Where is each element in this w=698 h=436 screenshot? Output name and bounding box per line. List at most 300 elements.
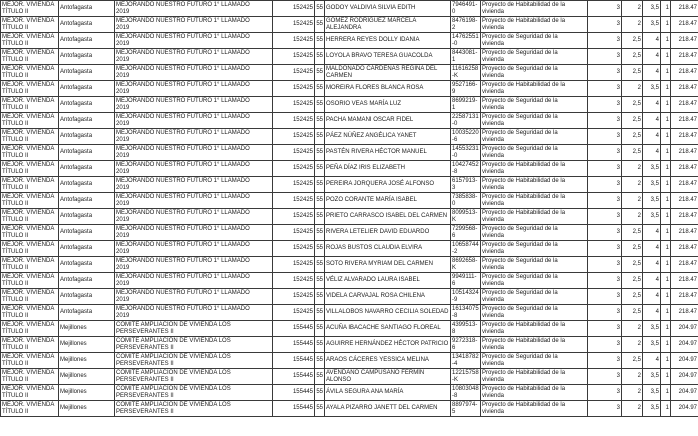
cell-score-2: 2 bbox=[622, 385, 643, 401]
cell-score-2: 2 bbox=[622, 321, 643, 337]
cell-score-2: 2,5 bbox=[622, 273, 643, 289]
cell-applicant-name: AVENDAÑO CAMPUSANO FERMÍN ALONSO bbox=[325, 369, 451, 385]
cell-total: 218.47 bbox=[671, 33, 698, 49]
cell-commune: Antofagasta bbox=[59, 145, 115, 161]
cell-rut: 8443081- 1 bbox=[451, 49, 481, 65]
cell-score-2: 2 bbox=[622, 17, 643, 33]
cell-number: 55 bbox=[315, 177, 325, 193]
cell-rut: 9272318- 6 bbox=[451, 337, 481, 353]
cell-score-1: 3 bbox=[588, 193, 622, 209]
cell-score-1: 3 bbox=[588, 177, 622, 193]
cell-project-code: 152425 bbox=[273, 273, 315, 289]
table-row bbox=[1, 17, 698, 33]
cell-project-code: 155445 bbox=[273, 385, 315, 401]
cell-score-4: 1 bbox=[661, 97, 671, 113]
cell-score-3: 3,5 bbox=[643, 401, 661, 417]
cell-typology: Proyecto de Seguridad de la vivienda bbox=[481, 97, 588, 113]
cell-score-1: 3 bbox=[588, 145, 622, 161]
cell-project-code: 152425 bbox=[273, 289, 315, 305]
cell-program: MEJOR. VIVIENDA TÍTULO II bbox=[1, 241, 59, 257]
cell-applicant-name: PÁEZ NÚÑEZ ANGÉLICA YANET bbox=[325, 129, 451, 145]
table-row bbox=[1, 33, 698, 49]
cell-score-4: 1 bbox=[661, 161, 671, 177]
cell-score-2: 2 bbox=[622, 161, 643, 177]
cell-commune: Antofagasta bbox=[59, 65, 115, 81]
cell-total: 218.47 bbox=[671, 49, 698, 65]
cell-project-code: 152425 bbox=[273, 257, 315, 273]
cell-typology: Proyecto de Seguridad de la vivienda bbox=[481, 65, 588, 81]
cell-score-2: 2 bbox=[622, 209, 643, 225]
cell-program: MEJOR. VIVIENDA TÍTULO II bbox=[1, 273, 59, 289]
cell-commune: Antofagasta bbox=[59, 113, 115, 129]
cell-number: 55 bbox=[315, 401, 325, 417]
cell-score-3: 4 bbox=[643, 129, 661, 145]
cell-score-2: 2,5 bbox=[622, 49, 643, 65]
cell-score-2: 2,5 bbox=[622, 33, 643, 49]
cell-number: 55 bbox=[315, 273, 325, 289]
cell-rut: 13418782 -4 bbox=[452, 353, 479, 367]
cell-project-name: MEJORANDO NUESTRO FUTURO 1° LLAMADO 2019 bbox=[115, 129, 273, 145]
cell-program: MEJOR. VIVIENDA TÍTULO II bbox=[1, 305, 59, 321]
cell-applicant-name: RIVERA LETELIER DAVID EDUARDO bbox=[325, 225, 451, 241]
cell-score-1: 3 bbox=[588, 17, 622, 33]
cell-program: MEJOR. VIVIENDA TÍTULO II bbox=[1, 49, 59, 65]
cell-typology: Proyecto de Habitabilidad de la vivienda bbox=[481, 81, 588, 97]
table-row bbox=[1, 81, 698, 97]
cell-project-code: 152425 bbox=[273, 17, 315, 33]
cell-rut: 4399513- 8 bbox=[451, 321, 481, 337]
cell-typology: Proyecto de Seguridad de la vivienda bbox=[481, 289, 588, 305]
cell-total: 218.47 bbox=[671, 305, 698, 321]
cell-rut: 6157913- 3 bbox=[451, 177, 481, 193]
table-row bbox=[1, 337, 698, 353]
cell-commune: Antofagasta bbox=[59, 273, 115, 289]
cell-number: 55 bbox=[315, 321, 325, 337]
cell-project-name: MEJORANDO NUESTRO FUTURO 1° LLAMADO 2019 bbox=[115, 209, 273, 225]
cell-project-name: COMITE AMPLIACION DE VIVIENDA LOS PERSEVERANTES II bbox=[115, 337, 273, 353]
cell-score-1: 3 bbox=[588, 257, 622, 273]
cell-commune: Antofagasta bbox=[59, 209, 115, 225]
cell-score-4: 1 bbox=[661, 129, 671, 145]
cell-rut: 7385838- 0 bbox=[451, 193, 481, 209]
cell-score-3: 4 bbox=[643, 289, 661, 305]
cell-applicant-name: PACHA MAMANI OSCAR FIDEL bbox=[325, 113, 451, 129]
cell-score-4: 1 bbox=[661, 1, 671, 17]
cell-program: MEJOR. VIVIENDA TÍTULO II bbox=[1, 225, 59, 241]
cell-total: 218.47 bbox=[671, 289, 698, 305]
cell-score-3: 4 bbox=[643, 49, 661, 65]
cell-score-2: 2 bbox=[622, 369, 643, 385]
cell-applicant-name: POZO CORANTE MARÍA ISABEL bbox=[325, 193, 451, 209]
cell-project-name: MEJORANDO NUESTRO FUTURO 1° LLAMADO 2019 bbox=[115, 17, 273, 33]
cell-project-code: 155445 bbox=[273, 337, 315, 353]
cell-score-3: 4 bbox=[643, 113, 661, 129]
cell-score-3: 4 bbox=[643, 145, 661, 161]
cell-score-4: 1 bbox=[661, 321, 671, 337]
cell-score-4: 1 bbox=[661, 113, 671, 129]
cell-score-2: 2,5 bbox=[622, 145, 643, 161]
cell-score-4: 1 bbox=[661, 49, 671, 65]
cell-score-1: 3 bbox=[588, 225, 622, 241]
cell-typology: Proyecto de Habitabilidad de la vivienda bbox=[481, 209, 588, 225]
cell-score-3: 3,5 bbox=[643, 321, 661, 337]
cell-program: MEJOR. VIVIENDA TÍTULO II bbox=[1, 385, 59, 401]
cell-score-2: 2 bbox=[622, 1, 643, 17]
cell-project-name: MEJORANDO NUESTRO FUTURO 1° LLAMADO 2019 bbox=[115, 161, 273, 177]
cell-applicant-name: VÉLIZ ALVARADO LAURA ISABEL bbox=[325, 273, 451, 289]
cell-score-2: 2,5 bbox=[622, 225, 643, 241]
cell-score-2: 2 bbox=[622, 177, 643, 193]
cell-number: 55 bbox=[315, 209, 325, 225]
cell-program: MEJOR. VIVIENDA TÍTULO II bbox=[1, 401, 59, 417]
cell-number: 55 bbox=[315, 337, 325, 353]
cell-score-3: 4 bbox=[643, 241, 661, 257]
cell-program: MEJOR. VIVIENDA TÍTULO II bbox=[1, 177, 59, 193]
table-row bbox=[1, 241, 698, 257]
cell-commune: Mejillones bbox=[59, 353, 115, 369]
cell-rut: 11616258 -K bbox=[451, 65, 481, 81]
cell-score-4: 1 bbox=[661, 353, 671, 369]
cell-number: 55 bbox=[315, 1, 325, 17]
cell-number: 55 bbox=[315, 305, 325, 321]
cell-applicant-name: SOTO RIVERA MYRIAM DEL CARMEN bbox=[325, 257, 451, 273]
cell-commune: Antofagasta bbox=[59, 161, 115, 177]
cell-commune: Antofagasta bbox=[59, 1, 115, 17]
cell-number: 55 bbox=[315, 65, 325, 81]
cell-applicant-name: MALDONADO CÁRDENAS REGINA DEL CARMEN bbox=[325, 65, 451, 81]
cell-score-1: 3 bbox=[588, 289, 622, 305]
cell-total: 218.47 bbox=[671, 177, 698, 193]
cell-typology: Proyecto de Seguridad de la vivienda bbox=[481, 241, 588, 257]
cell-score-2: 2,5 bbox=[622, 113, 643, 129]
cell-total: 218.47 bbox=[671, 209, 698, 225]
cell-score-3: 4 bbox=[643, 225, 661, 241]
cell-project-code: 152425 bbox=[273, 113, 315, 129]
cell-project-code: 155445 bbox=[273, 401, 315, 417]
cell-number: 55 bbox=[315, 353, 325, 369]
cell-score-1: 3 bbox=[588, 161, 622, 177]
cell-typology: Proyecto de Habitabilidad de la vivienda bbox=[481, 369, 588, 385]
cell-project-name: MEJORANDO NUESTRO FUTURO 1° LLAMADO 2019 bbox=[115, 305, 273, 321]
cell-commune: Antofagasta bbox=[59, 97, 115, 113]
cell-rut: 12215758 -K bbox=[452, 369, 479, 383]
cell-score-2: 2,5 bbox=[622, 353, 643, 369]
cell-commune: Antofagasta bbox=[59, 129, 115, 145]
cell-score-2: 2,5 bbox=[622, 241, 643, 257]
cell-typology: Proyecto de Seguridad de la vivienda bbox=[481, 145, 588, 161]
cell-program: MEJOR. VIVIENDA TÍTULO II bbox=[1, 65, 59, 81]
table-row bbox=[1, 209, 698, 225]
cell-total: 218.47 bbox=[671, 193, 698, 209]
cell-program: MEJOR. VIVIENDA TÍTULO II bbox=[1, 113, 59, 129]
cell-program: MEJOR. VIVIENDA TÍTULO II bbox=[1, 369, 59, 385]
cell-typology: Proyecto de Seguridad de la vivienda bbox=[481, 273, 588, 289]
cell-total: 218.47 bbox=[671, 161, 698, 177]
cell-rut: 8692658- K bbox=[451, 257, 481, 273]
cell-score-2: 2,5 bbox=[622, 305, 643, 321]
cell-total: 204.97 bbox=[671, 401, 698, 417]
cell-score-3: 3,5 bbox=[643, 193, 661, 209]
cell-project-code: 152425 bbox=[273, 49, 315, 65]
cell-score-4: 1 bbox=[661, 17, 671, 33]
cell-score-4: 1 bbox=[661, 257, 671, 273]
table-row bbox=[1, 369, 698, 385]
table-row bbox=[1, 145, 698, 161]
cell-commune: Antofagasta bbox=[59, 49, 115, 65]
cell-typology: Proyecto de Habitabilidad de la vivienda bbox=[481, 385, 588, 401]
cell-applicant-name: ARAOS CÁCERES YESSICA MELINA bbox=[325, 353, 451, 369]
cell-score-3: 3,5 bbox=[643, 209, 661, 225]
cell-rut: 10035220 -6 bbox=[452, 129, 479, 143]
cell-total: 218.47 bbox=[671, 145, 698, 161]
cell-score-1: 3 bbox=[588, 81, 622, 97]
cell-applicant-name: PEREIRA JORQUERA JOSÉ ALFONSO bbox=[325, 177, 451, 193]
cell-applicant-name: ACUÑA IBACACHE SANTIAGO FLOREAL bbox=[325, 321, 451, 337]
table-row bbox=[1, 401, 698, 417]
cell-total: 218.47 bbox=[671, 97, 698, 113]
cell-commune: Antofagasta bbox=[59, 81, 115, 97]
cell-project-code: 155445 bbox=[273, 353, 315, 369]
cell-score-3: 3,5 bbox=[643, 369, 661, 385]
cell-rut: 8897974- 5 bbox=[451, 401, 481, 417]
table-row bbox=[1, 193, 698, 209]
cell-rut: 10427452 -8 bbox=[452, 161, 479, 175]
cell-score-1: 3 bbox=[588, 353, 622, 369]
cell-project-name: MEJORANDO NUESTRO FUTURO 1° LLAMADO 2019 bbox=[115, 225, 273, 241]
cell-project-name: MEJORANDO NUESTRO FUTURO 1° LLAMADO 2019 bbox=[115, 273, 273, 289]
cell-total: 218.47 bbox=[671, 65, 698, 81]
table-row bbox=[1, 129, 698, 145]
cell-rut: 9949111- 6 bbox=[451, 273, 481, 289]
cell-program: MEJOR. VIVIENDA TÍTULO II bbox=[1, 193, 59, 209]
cell-score-2: 2,5 bbox=[622, 97, 643, 113]
cell-score-3: 3,5 bbox=[643, 337, 661, 353]
cell-number: 55 bbox=[315, 289, 325, 305]
cell-commune: Mejillones bbox=[59, 385, 115, 401]
table-body bbox=[1, 1, 698, 417]
table-row bbox=[1, 321, 698, 337]
cell-project-code: 152425 bbox=[273, 209, 315, 225]
cell-rut: 10658744 -2 bbox=[452, 241, 479, 255]
cell-score-1: 3 bbox=[588, 321, 622, 337]
cell-rut: 9527166- 9 bbox=[451, 81, 481, 97]
cell-commune: Antofagasta bbox=[59, 17, 115, 33]
cell-number: 55 bbox=[315, 369, 325, 385]
cell-applicant-name: AGUIRRE HERNÁNDEZ HÉCTOR PATRICIO bbox=[325, 337, 451, 353]
cell-program: MEJOR. VIVIENDA TÍTULO II bbox=[1, 145, 59, 161]
cell-score-3: 4 bbox=[643, 65, 661, 81]
cell-project-name: COMITE AMPLIACION DE VIVIENDA LOS PERSEVERANTES II bbox=[115, 321, 273, 337]
cell-score-3: 4 bbox=[643, 273, 661, 289]
cell-score-1: 3 bbox=[588, 385, 622, 401]
cell-project-name: MEJORANDO NUESTRO FUTURO 1° LLAMADO 2019 bbox=[115, 241, 273, 257]
cell-total: 204.97 bbox=[671, 385, 698, 401]
cell-project-name: MEJORANDO NUESTRO FUTURO 1° LLAMADO 2019 bbox=[115, 145, 273, 161]
cell-score-1: 3 bbox=[588, 97, 622, 113]
cell-program: MEJOR. VIVIENDA TÍTULO II bbox=[1, 353, 59, 369]
cell-number: 55 bbox=[315, 129, 325, 145]
cell-typology: Proyecto de Habitabilidad de la vivienda bbox=[481, 17, 588, 33]
cell-project-name: MEJORANDO NUESTRO FUTURO 1° LLAMADO 2019 bbox=[115, 193, 273, 209]
cell-number: 55 bbox=[315, 225, 325, 241]
cell-total: 218.47 bbox=[671, 1, 698, 17]
cell-applicant-name: ROJAS BUSTOS CLAUDIA ELVIRA bbox=[325, 241, 451, 257]
cell-score-1: 3 bbox=[588, 241, 622, 257]
table-row bbox=[1, 49, 698, 65]
cell-project-code: 155445 bbox=[273, 369, 315, 385]
cell-number: 55 bbox=[315, 385, 325, 401]
cell-program: MEJOR. VIVIENDA TÍTULO II bbox=[1, 33, 59, 49]
table-row bbox=[1, 225, 698, 241]
cell-project-code: 152425 bbox=[273, 129, 315, 145]
cell-commune: Antofagasta bbox=[59, 33, 115, 49]
cell-score-4: 1 bbox=[661, 177, 671, 193]
cell-program: MEJOR. VIVIENDA TÍTULO II bbox=[1, 337, 59, 353]
cell-total: 218.47 bbox=[671, 225, 698, 241]
cell-rut: 14553231 -0 bbox=[452, 145, 479, 159]
cell-commune: Mejillones bbox=[59, 369, 115, 385]
cell-score-1: 3 bbox=[588, 113, 622, 129]
cell-score-1: 3 bbox=[588, 305, 622, 321]
cell-total: 204.97 bbox=[671, 369, 698, 385]
cell-rut: 16134075 -8 bbox=[452, 305, 479, 319]
cell-applicant-name: AYALA PIZARRO JANETT DEL CARMEN bbox=[325, 401, 451, 417]
cell-applicant-name: HERRERA REYES DOLLY IDANIA bbox=[325, 33, 451, 49]
cell-typology: Proyecto de Habitabilidad de la vivienda bbox=[481, 161, 588, 177]
cell-commune: Antofagasta bbox=[59, 177, 115, 193]
cell-score-4: 1 bbox=[661, 193, 671, 209]
cell-score-1: 3 bbox=[588, 65, 622, 81]
cell-program: MEJOR. VIVIENDA TÍTULO II bbox=[1, 289, 59, 305]
cell-score-2: 2,5 bbox=[622, 129, 643, 145]
table-row bbox=[1, 177, 698, 193]
cell-score-3: 4 bbox=[643, 257, 661, 273]
cell-score-2: 2 bbox=[622, 337, 643, 353]
cell-score-4: 1 bbox=[661, 65, 671, 81]
cell-score-4: 1 bbox=[661, 369, 671, 385]
cell-score-2: 2,5 bbox=[622, 257, 643, 273]
cell-project-name: MEJORANDO NUESTRO FUTURO 1° LLAMADO 2019 bbox=[115, 65, 273, 81]
cell-project-code: 152425 bbox=[273, 65, 315, 81]
cell-program: MEJOR. VIVIENDA TÍTULO II bbox=[1, 257, 59, 273]
cell-project-code: 152425 bbox=[273, 33, 315, 49]
cell-score-4: 1 bbox=[661, 273, 671, 289]
cell-total: 218.47 bbox=[671, 241, 698, 257]
cell-number: 55 bbox=[315, 17, 325, 33]
cell-number: 55 bbox=[315, 49, 325, 65]
cell-total: 218.47 bbox=[671, 81, 698, 97]
cell-commune: Antofagasta bbox=[59, 225, 115, 241]
cell-applicant-name: OSORIO VEAS MARÍA LUZ bbox=[325, 97, 451, 113]
cell-score-1: 3 bbox=[588, 337, 622, 353]
cell-project-name: MEJORANDO NUESTRO FUTURO 1° LLAMADO 2019 bbox=[115, 113, 273, 129]
cell-applicant-name: VIDELA CARVAJAL ROSA CHILENA bbox=[325, 289, 451, 305]
cell-score-1: 3 bbox=[588, 129, 622, 145]
cell-applicant-name: LOYOLA BRAVO TERESA GUACOLDA bbox=[325, 49, 451, 65]
cell-number: 55 bbox=[315, 81, 325, 97]
cell-project-name: MEJORANDO NUESTRO FUTURO 1° LLAMADO 2019 bbox=[115, 289, 273, 305]
cell-number: 55 bbox=[315, 113, 325, 129]
cell-total: 218.47 bbox=[671, 273, 698, 289]
table-row bbox=[1, 161, 698, 177]
table-row bbox=[1, 65, 698, 81]
cell-project-code: 152425 bbox=[273, 145, 315, 161]
cell-project-name: COMITE AMPLIACION DE VIVIENDA LOS PERSEVERANTES II bbox=[115, 401, 273, 417]
cell-total: 218.47 bbox=[671, 129, 698, 145]
cell-typology: Proyecto de Habitabilidad de la vivienda bbox=[481, 401, 588, 417]
cell-rut: 10514324 -9 bbox=[452, 289, 479, 303]
cell-score-1: 3 bbox=[588, 49, 622, 65]
cell-project-code: 152425 bbox=[273, 305, 315, 321]
table-row bbox=[1, 113, 698, 129]
cell-typology: Proyecto de Seguridad de la vivienda bbox=[481, 33, 588, 49]
table-row bbox=[1, 353, 698, 369]
cell-typology: Proyecto de Seguridad de la vivienda bbox=[481, 353, 588, 369]
cell-score-4: 1 bbox=[661, 33, 671, 49]
cell-typology: Proyecto de Habitabilidad de la vivienda bbox=[481, 177, 588, 193]
cell-program: MEJOR. VIVIENDA TÍTULO II bbox=[1, 1, 59, 17]
table-row bbox=[1, 257, 698, 273]
cell-rut: 10803048 -8 bbox=[452, 385, 479, 399]
cell-program: MEJOR. VIVIENDA TÍTULO II bbox=[1, 129, 59, 145]
cell-commune: Antofagasta bbox=[59, 257, 115, 273]
cell-applicant-name: MOREIRA FLORES BLANCA ROSA bbox=[325, 81, 451, 97]
cell-number: 55 bbox=[315, 193, 325, 209]
cell-project-code: 152425 bbox=[273, 193, 315, 209]
cell-project-name: COMITE AMPLIACION DE VIVIENDA LOS PERSEVERANTES II bbox=[115, 385, 273, 401]
cell-commune: Antofagasta bbox=[59, 193, 115, 209]
cell-commune: Mejillones bbox=[59, 401, 115, 417]
cell-rut: 7299568- 6 bbox=[451, 225, 481, 241]
cell-score-4: 1 bbox=[661, 241, 671, 257]
table-row bbox=[1, 97, 698, 113]
cell-score-1: 3 bbox=[588, 401, 622, 417]
cell-project-code: 152425 bbox=[273, 241, 315, 257]
cell-score-4: 1 bbox=[661, 225, 671, 241]
cell-total: 218.47 bbox=[671, 257, 698, 273]
cell-commune: Mejillones bbox=[59, 337, 115, 353]
cell-project-name: COMITE AMPLIACION DE VIVIENDA LOS PERSEVERANTES II bbox=[115, 369, 273, 385]
cell-program: MEJOR. VIVIENDA TÍTULO II bbox=[1, 161, 59, 177]
cell-score-3: 3,5 bbox=[643, 17, 661, 33]
cell-score-2: 2 bbox=[622, 193, 643, 209]
cell-project-name: MEJORANDO NUESTRO FUTURO 1° LLAMADO 2019 bbox=[115, 177, 273, 193]
cell-total: 204.97 bbox=[671, 321, 698, 337]
cell-typology: Proyecto de Seguridad de la vivienda bbox=[481, 305, 588, 321]
cell-project-name: COMITE AMPLIACION DE VIVIENDA LOS PERSEVERANTES II bbox=[115, 353, 273, 369]
cell-total: 218.47 bbox=[671, 113, 698, 129]
cell-score-1: 3 bbox=[588, 209, 622, 225]
cell-commune: Antofagasta bbox=[59, 241, 115, 257]
cell-applicant-name: ÁVILA SEGURA ANA MARÍA bbox=[325, 385, 451, 401]
cell-score-3: 4 bbox=[643, 33, 661, 49]
cell-project-code: 152425 bbox=[273, 177, 315, 193]
cell-total: 218.47 bbox=[671, 17, 698, 33]
cell-score-4: 1 bbox=[661, 289, 671, 305]
cell-typology: Proyecto de Habitabilidad de la vivienda bbox=[481, 193, 588, 209]
cell-typology: Proyecto de Seguridad de la vivienda bbox=[481, 257, 588, 273]
cell-commune: Antofagasta bbox=[59, 289, 115, 305]
cell-project-code: 155445 bbox=[273, 321, 315, 337]
cell-score-2: 2 bbox=[622, 81, 643, 97]
cell-rut: 8699219- 1 bbox=[451, 97, 481, 113]
cell-program: MEJOR. VIVIENDA TÍTULO II bbox=[1, 17, 59, 33]
cell-project-name: MEJORANDO NUESTRO FUTURO 1° LLAMADO 2019 bbox=[115, 257, 273, 273]
cell-project-code: 152425 bbox=[273, 1, 315, 17]
cell-typology: Proyecto de Habitabilidad de la vivienda bbox=[481, 321, 588, 337]
cell-total: 204.97 bbox=[671, 353, 698, 369]
cell-rut: 22587131 -0 bbox=[452, 113, 479, 127]
